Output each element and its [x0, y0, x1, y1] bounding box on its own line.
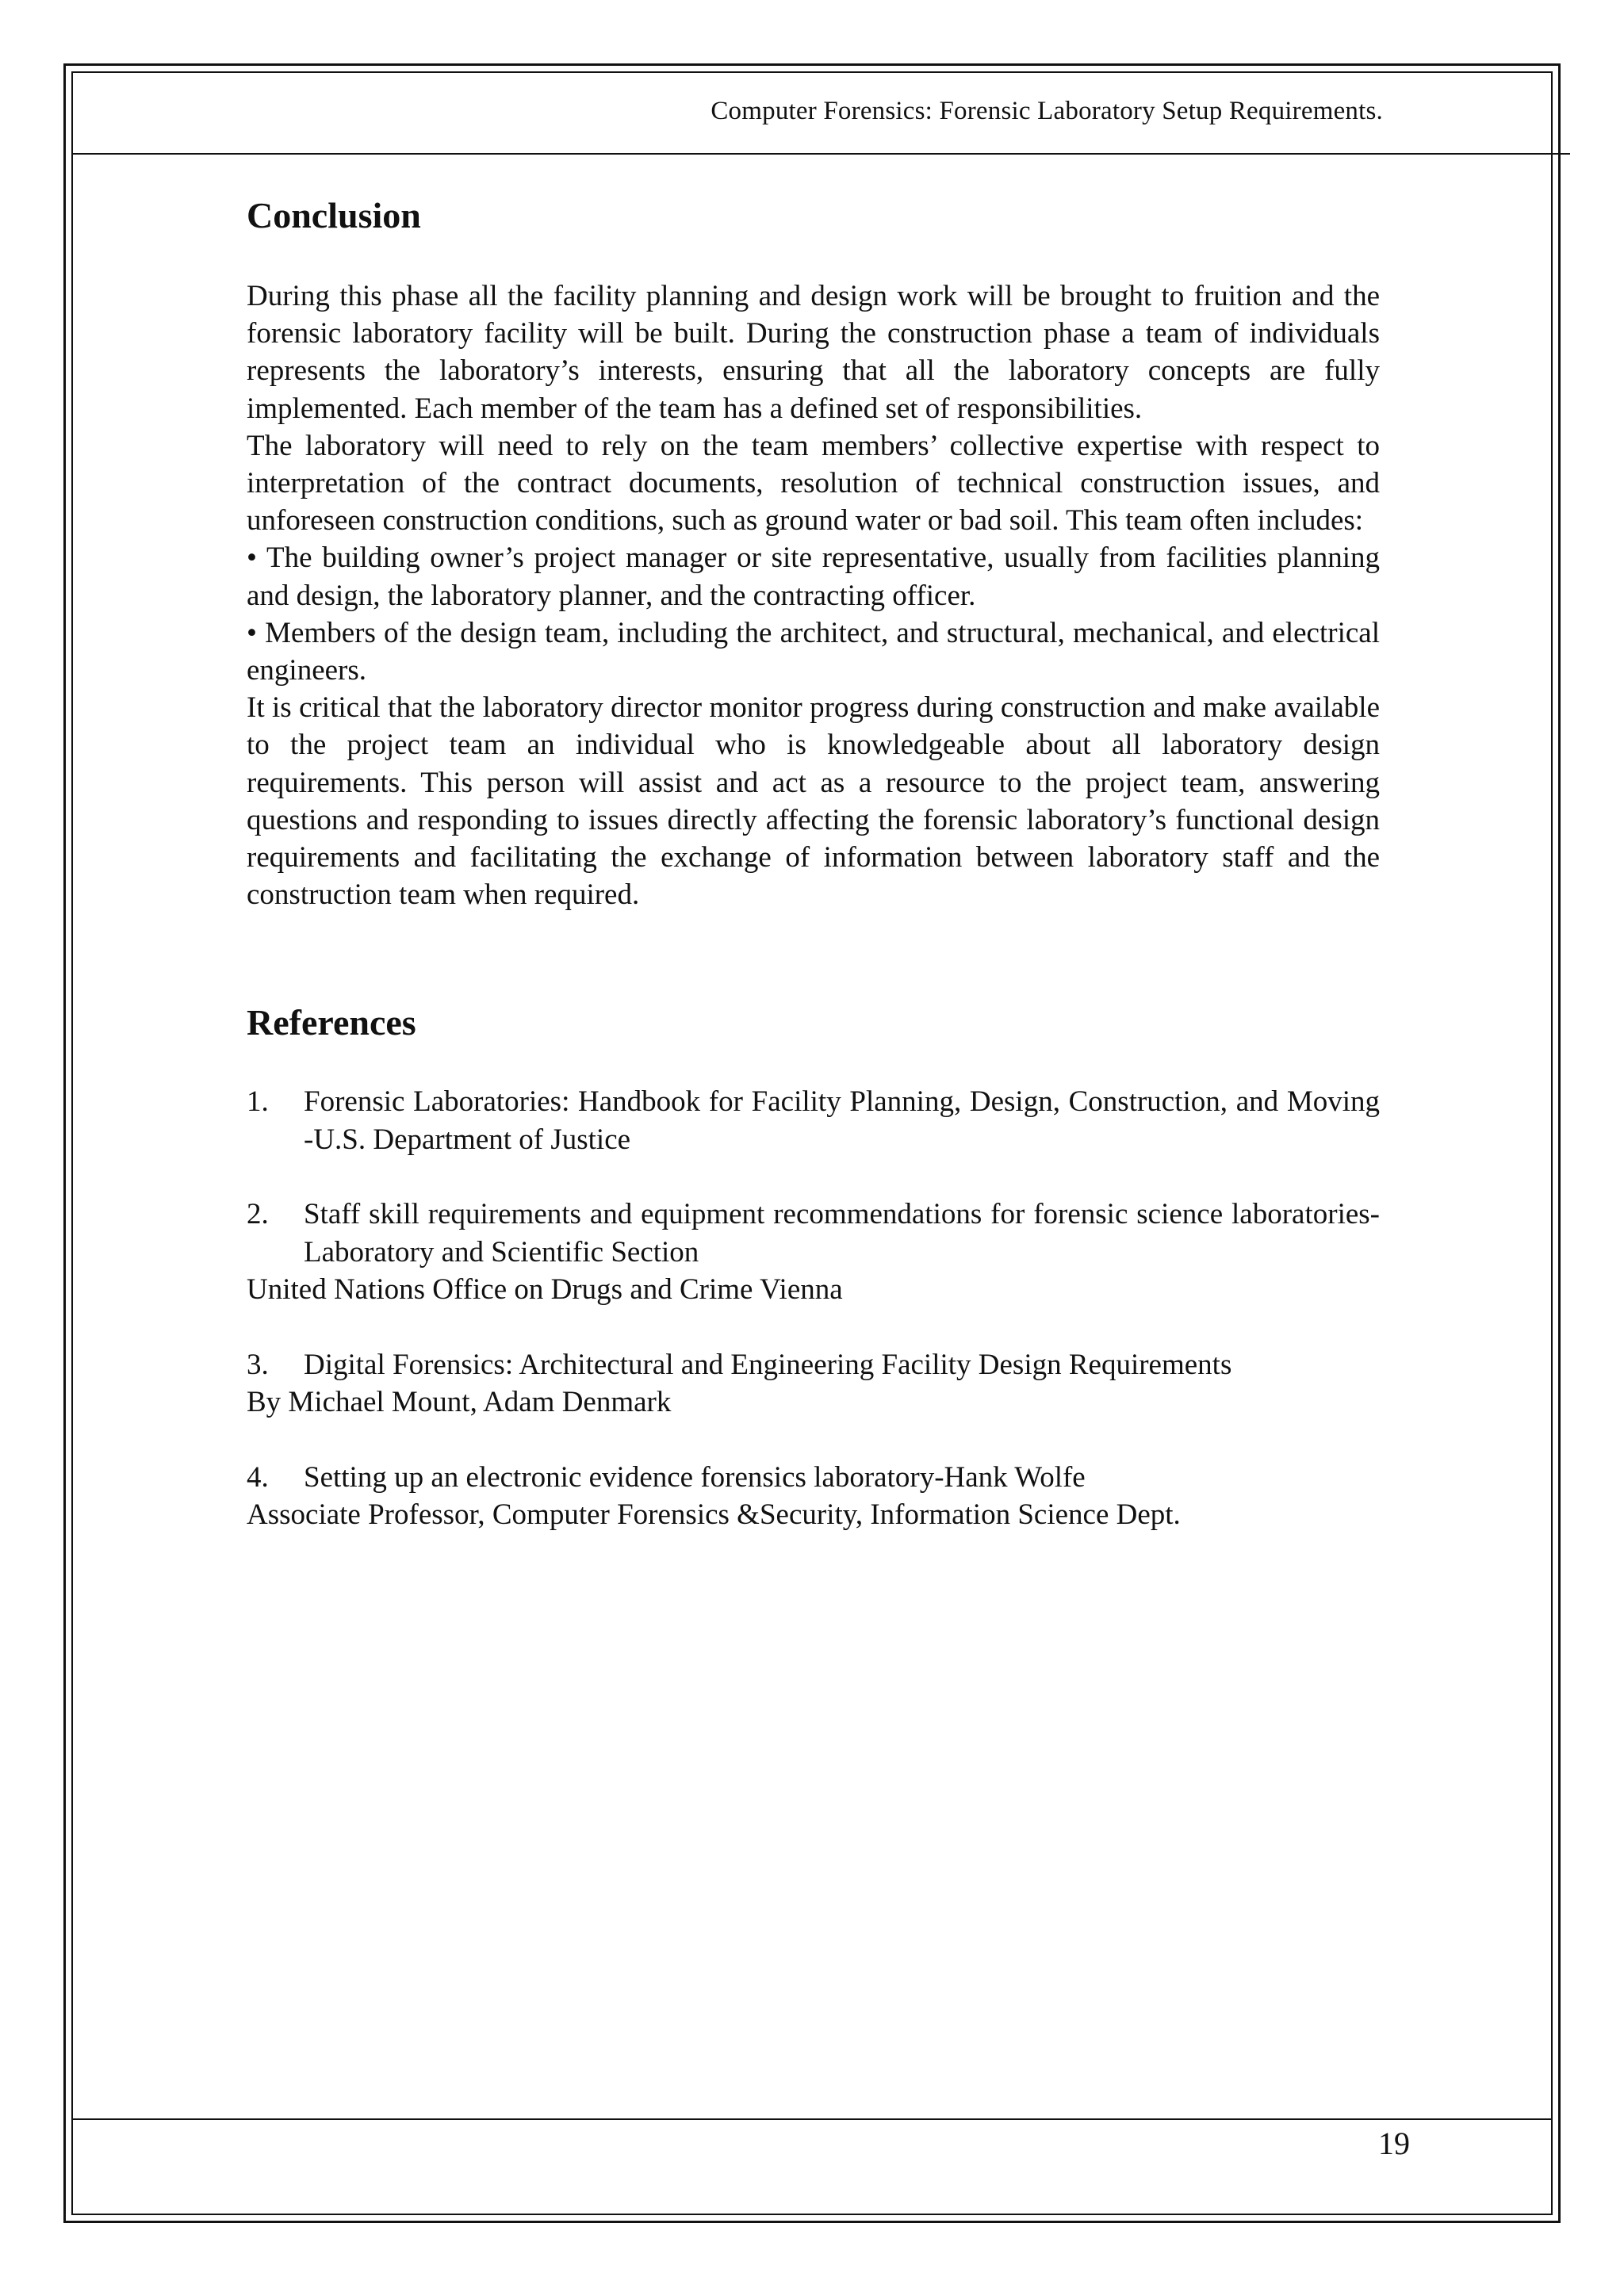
conclusion-section [247, 193, 1380, 913]
reference-title: Setting up an electronic evidence forensics laboratory-Hank Wolfe [304, 1460, 1086, 1494]
reference-item [247, 1083, 1380, 1158]
running-header: Computer Forensics: Forensic Laboratory Setup Requirements. [710, 97, 1383, 125]
page-number: 19 [1378, 2126, 1410, 2161]
reference-item [247, 1346, 1380, 1422]
reference-source: Associate Professor, Computer Forensics &Security, Information Science Dept. [247, 1498, 1181, 1532]
reference-number: 1. [247, 1085, 269, 1119]
conclusion-heading: Conclusion [247, 195, 421, 235]
page-content [247, 193, 1380, 1571]
reference-item [247, 1459, 1380, 1534]
reference-source: United Nations Office on Drugs and Crime Vienna [247, 1273, 843, 1307]
reference-title: Digital Forensics: Architectural and Engineering Facility Design Requirements [304, 1348, 1232, 1381]
header-rule [71, 153, 1570, 155]
reference-number: 4. [247, 1460, 269, 1494]
reference-title: Staff skill requirements and equipment recommendations for forensic science laboratories-Laboratory and Scientific Section [304, 1198, 1380, 1269]
conclusion-paragraph: During this phase all the facility planning and design work will be brought to fruition and the forensic laboratory facility will be built. During the construction phase a team of individuals represents the laboratory’s interests, ensuring that all the laboratory concepts are fully implemented. Each member of the team has a defined set of responsibilities. [247, 280, 1380, 425]
reference-number: 2. [247, 1198, 269, 1231]
conclusion-bullet: • The building owner’s project manager or site representative, usually from facilities planning and design, the laboratory planner, and the contracting officer. [247, 541, 1380, 612]
conclusion-paragraph: It is critical that the laboratory director monitor progress during construction and make available to the project team an individual who is knowledgeable about all laboratory design requirements. This person will assist and act as a resource to the project team, answering questions and responding to issues directly affecting the forensic laboratory’s functional design requirements and facilitating the exchange of information between laboratory staff and the construction team when required. [247, 691, 1380, 912]
references-list [247, 1083, 1380, 1534]
reference-title: Forensic Laboratories: Handbook for Facility Planning, Design, Construction, and Moving -U.S. Department of Justice [304, 1085, 1380, 1156]
references-section [247, 1001, 1380, 1534]
reference-item [247, 1196, 1380, 1309]
conclusion-bullet: • Members of the design team, including the architect, and structural, mechanical, and electrical engineers. [247, 616, 1380, 687]
reference-number: 3. [247, 1348, 269, 1381]
references-heading: References [247, 1002, 416, 1043]
footer-rule [71, 2118, 1553, 2120]
reference-source: By Michael Mount, Adam Denmark [247, 1386, 672, 1419]
conclusion-paragraph: The laboratory will need to rely on the team members’ collective expertise with respect to interpretation of the contract documents, resolution of technical construction issues, and unforeseen construction conditions, such as ground water or bad soil. This team often includes: [247, 429, 1380, 538]
